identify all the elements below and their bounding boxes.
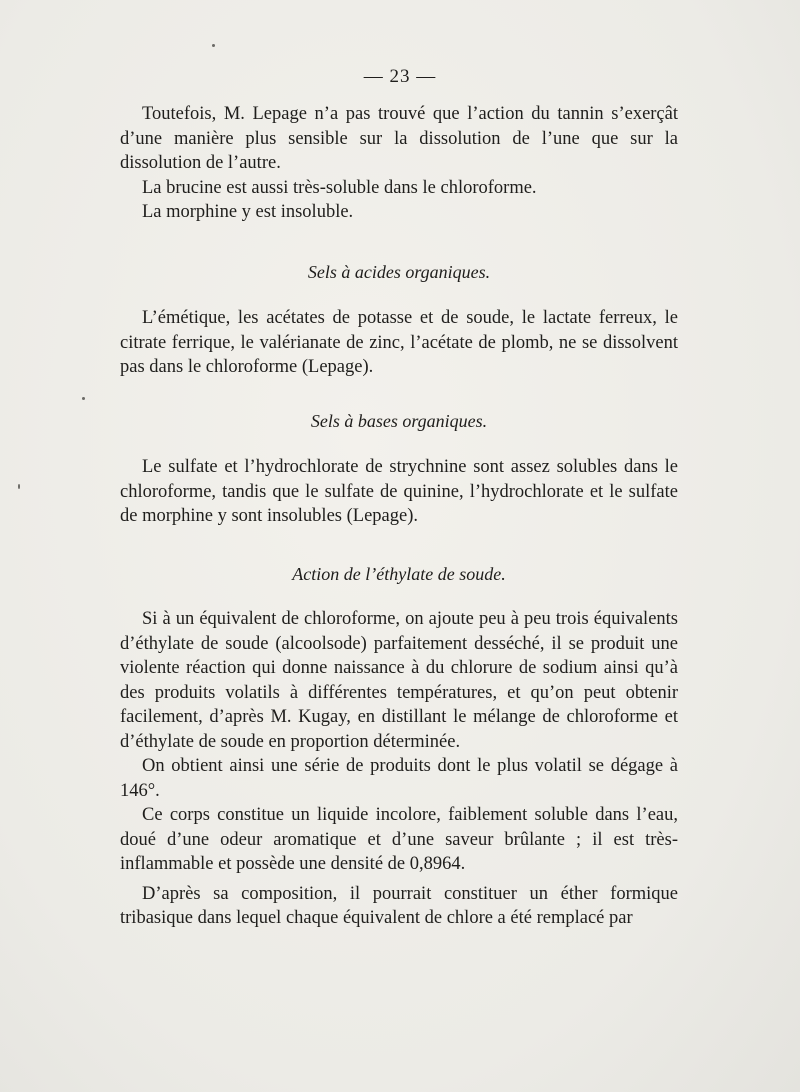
organic-acids-block xyxy=(120,306,678,380)
paper-speck xyxy=(18,484,20,489)
section-heading: Sels à bases organiques. xyxy=(310,411,488,431)
paragraph: Ce corps constitue un liquide incolore, faiblement soluble dans l’eau, doué d’une odeur aromatique et d’une saveur brûlante ; il est très-inflammable et possède une densité de 0,8964. xyxy=(120,805,678,874)
paragraph: Toutefois, M. Lepage n’a pas trouvé que l’action du tannin s’exerçât d’une manière plus sensible sur la dissolution de l’une que sur la dissolution de l’autre. xyxy=(120,104,678,173)
paper-speck xyxy=(82,397,85,400)
intro-block xyxy=(120,102,678,225)
paragraph: On obtient ainsi une série de produits dont le plus volatil se dégage à 146°. xyxy=(120,756,678,801)
ethylate-block xyxy=(120,607,678,931)
organic-bases-block xyxy=(120,455,678,529)
paper-speck xyxy=(212,44,215,47)
paragraph: L’émétique, les acétates de potasse et de soude, le lactate ferreux, le citrate ferrique, le valérianate de zinc, l’acétate de plomb, ne se dissolvent pas dans le chloroforme (Lepage). xyxy=(120,308,678,377)
section-heading: Sels à acides organiques. xyxy=(307,262,491,282)
paragraph: D’après sa composition, il pourrait constituer un éther formique tribasique dans lequel chaque équivalent de chlore a été remplacé par xyxy=(120,883,678,928)
paragraph: La morphine y est insoluble. xyxy=(142,202,354,222)
paragraph: Le sulfate et l’hydrochlorate de strychnine sont assez solubles dans le chloroforme, tandis que le sulfate de quinine, l’hydrochlorate et le sulfate de morphine y sont insolubles (Lepage). xyxy=(120,457,678,526)
paragraph: La brucine est aussi très-soluble dans le chloroforme. xyxy=(142,177,537,198)
section-heading: Action de l’éthylate de soude. xyxy=(292,564,506,584)
page-number: — 23 — xyxy=(363,66,437,87)
paragraph: Si à un équivalent de chloroforme, on ajoute peu à peu trois équivalents d’éthylate de soude (alcoolsode) parfaitement desséché, il se produit une violente réaction qui donne naissance à du chlorure de sodium ainsi qu’à des produits volatils à différentes températures, et qu’on peut obtenir facilement, d’après M. Kugay, en distillant le mélange de chloroforme et d’éthylate de soude en proportion déterminée. xyxy=(120,609,678,752)
